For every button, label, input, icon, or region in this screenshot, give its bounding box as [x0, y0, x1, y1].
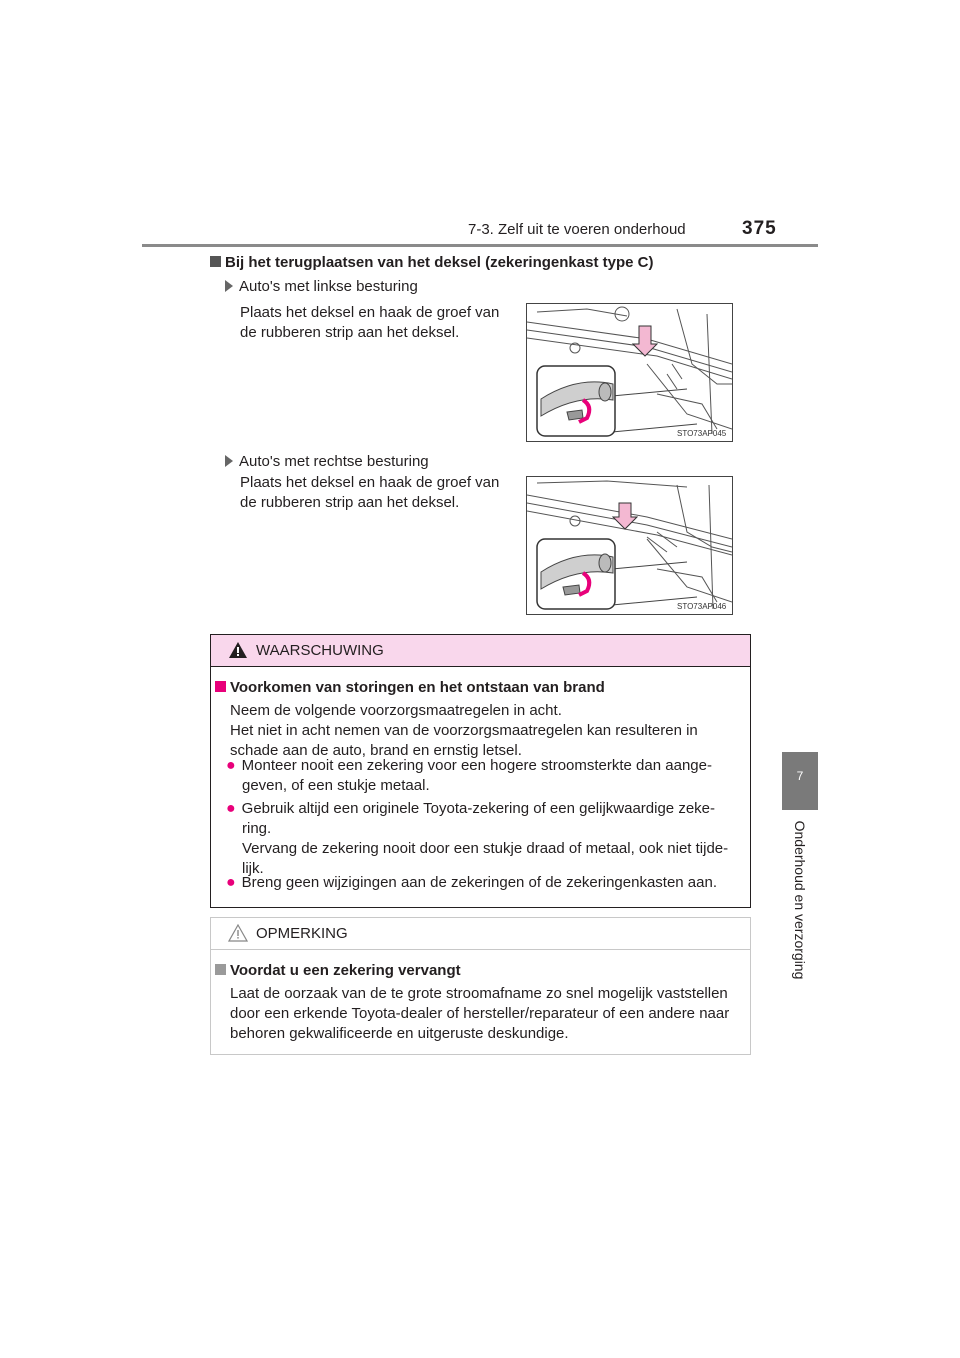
item-text-rhd: Plaats het deksel en haak de groef van de rubberen strip aan het deksel. — [240, 474, 500, 511]
square-bullet-icon — [215, 964, 226, 975]
warning-intro: Neem de volgende voorzorgsmaatregelen in acht. Het niet in acht nemen van de voorzorgsmaatregelen kan resulteren in schade aan de auto, brand en ernstig letsel. — [230, 702, 698, 759]
bullet-dot-icon: ● — [226, 874, 236, 891]
notice-heading: Voordat u een zekering vervangt — [215, 962, 461, 979]
warning-heading: Voorkomen van storingen en het ontstaan van brand — [215, 679, 605, 696]
caution-triangle-icon — [228, 924, 248, 942]
square-bullet-icon — [210, 256, 221, 267]
item-title-rhd: Auto's met rechtse besturing — [225, 452, 429, 472]
triangle-bullet-icon — [225, 455, 233, 467]
item-text-lhd: Plaats het deksel en haak de groef van de rubberen strip aan het deksel. — [240, 304, 500, 341]
notice-text: Laat de oorzaak van de te grote stroomafname zo snel mogelijk vaststellen door een erkende Toyota-dealer of hersteller/reparateur of een andere naar behoren gekwalificeerde en uitgeruste deskundige. — [230, 985, 730, 1042]
figure-lhd-cover — [526, 303, 733, 442]
warning-bullet: ● Breng geen wijzigingen aan de zekeringen of de zekeringenkasten aan. — [226, 874, 718, 891]
main-heading: Bij het terugplaatsen van het deksel (zekeringenkast type C) — [210, 254, 653, 271]
header-rule — [142, 244, 818, 247]
warning-bullet: ● Monteer nooit een zekering voor een hogere stroomsterkte dan aange- geven, of een stukje metaal. — [226, 757, 712, 794]
warning-header — [211, 635, 750, 667]
section-title: 7-3. Zelf uit te voeren onderhoud — [468, 221, 686, 238]
warning-triangle-icon — [228, 641, 248, 659]
figure-code: STO73AP045 — [677, 429, 727, 438]
figure-rhd-cover — [526, 476, 733, 615]
warning-bullet: ● Gebruik altijd een originele Toyota-zekering of een gelijkwaardige zeke- ring. Vervang de zekering nooit door een stukje draad of metaal, ook niet tijde- lijk. — [226, 800, 729, 877]
figure-code: STO73AP046 — [677, 602, 727, 611]
bullet-dot-icon: ● — [226, 757, 236, 774]
bullet-dot-icon: ● — [226, 800, 236, 817]
chapter-tab: 7 — [782, 752, 818, 810]
square-bullet-icon — [215, 681, 226, 692]
triangle-bullet-icon — [225, 280, 233, 292]
chapter-label: Onderhoud en verzorging — [792, 820, 808, 980]
warning-label: WAARSCHUWING — [256, 642, 384, 659]
item-title-lhd: Auto's met linkse besturing — [225, 277, 418, 297]
notice-label: OPMERKING — [256, 925, 348, 942]
page-number: 375 — [742, 218, 777, 239]
notice-header — [211, 918, 750, 950]
